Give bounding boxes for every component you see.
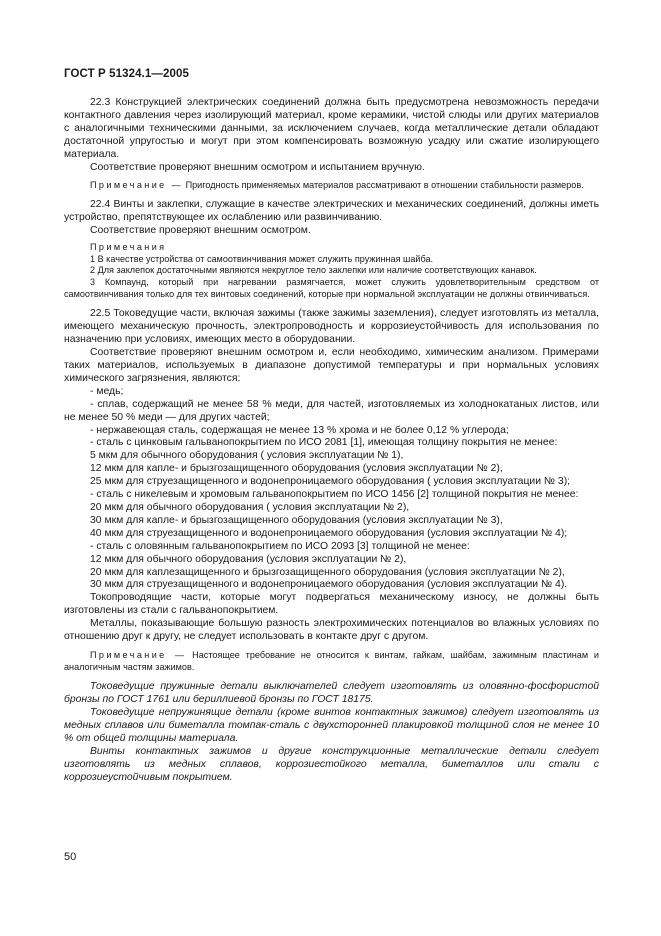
list-item: - сплав, содержащий не менее 58 % меди, для частей, изготовляемых из холоднокатаных листов, или не менее 50 % меди — для других частей; bbox=[64, 398, 599, 423]
list-subitem: 25 мкм для струезащищенного и водонепроницаемого оборудования ( условия эксплуатации № 3); bbox=[90, 476, 571, 488]
paragraph-22-4: 22.4 Винты и заклепки, служащие в качестве электрических и механических соединений, должны иметь устройство, препятствующее их ослаблению или развинчиванию. bbox=[64, 199, 599, 224]
list-item: - медь; bbox=[90, 385, 124, 397]
italic-paragraph-3: Винты контактных зажимов и другие конструкционные металлические детали следует изготовлять из медных сплавов, коррозиестойкого металла, биметаллов или стали с коррозиеустойчивым покрытием. bbox=[64, 745, 599, 783]
note-label: Примечание — bbox=[90, 649, 187, 660]
notes-label: Примечания bbox=[90, 241, 167, 252]
italic-paragraph-2: Токоведущие непружинящие детали (кроме винтов контактных зажимов) следует изготовлять из медных сплавов или биметалла томпак-сталь с двухсторонней плакировкой толщиной слоя не менее 10 % от общей толщины материала. bbox=[64, 707, 599, 744]
list-subitem: 5 мкм для обычного оборудования ( условия эксплуатации № 1), bbox=[90, 450, 404, 462]
note-item-2: 2 Для заклепок достаточными являются некруглое тело заклепки или наличие соответствующих канавок. bbox=[90, 265, 537, 276]
note-22-5 bbox=[64, 650, 599, 673]
paragraph-22-4-check: Соответствие проверяют внешним осмотром. bbox=[90, 224, 311, 236]
paragraph-22-5-check: Соответствие проверяют внешним осмотром и, если необходимо, химическим анализом. Примерами таких материалов, используемых в диапазоне допустимой температуры и при нормальных условиях химического загрязнения, являются: bbox=[64, 347, 599, 384]
list-subitem: 12 мкм для обычного оборудования (условия эксплуатации № 2), bbox=[90, 553, 407, 565]
note-label: Примечание — bbox=[90, 180, 184, 191]
paragraph-wear: Токопроводящие части, которые могут подвергаться механическому износу, не должны быть изготовлены из стали с гальванопокрытием. bbox=[64, 592, 599, 617]
paragraph-22-3-check: Соответствие проверяют внешним осмотром и испытанием вручную. bbox=[90, 161, 425, 173]
note-item-3: 3 Компаунд, который при нагревании размягчается, может служить удовлетворительным средством от самоотвинчивания только для тех винтовых соединений, которые при нормальной эксплуатации не должны отвинчиваться. bbox=[64, 276, 599, 299]
list-item: - нержавеющая сталь, содержащая не менее 13 % хрома и не более 0,12 % углерода; bbox=[90, 424, 509, 436]
list-subitem: 40 мкм для струезащищенного и водонепроницаемого оборудования (условия эксплуатации № 4); bbox=[90, 527, 568, 539]
page-number: 50 bbox=[64, 851, 77, 863]
list-subitem: 20 мкм для каплезащищенного и брызгозащищенного оборудования (условия эксплуатации № 2), bbox=[90, 566, 565, 578]
italic-paragraph-1: Токоведущие пружинные детали выключателей следует изготовлять из оловянно-фосфористой бронзы по ГОСТ 1761 или бериллиевой бронзы по ГОСТ 18175. bbox=[64, 681, 599, 706]
paragraph-22-3: 22.3 Конструкцией электрических соединений должна быть предусмотрена невозможность передачи контактного давления через изолирующий материал, кроме керамики, чистой слюды или других материалов с аналогичными техническими данными, за исключением случаев, когда металлические детали обладают достаточной упругостью и могут при этом компенсировать возможную усадку или сжатие изолирующего материала. bbox=[64, 97, 599, 160]
paragraph-22-5: 22.5 Токоведущие части, включая зажимы (также зажимы заземления), следует изготовлять из металла, имеющего механическую прочность, электропроводность и коррозиеустойчивость для использования по назначению при условиях, имеющих место в оборудовании. bbox=[64, 308, 599, 346]
note-22-3 bbox=[64, 180, 599, 192]
paragraph-metals: Металлы, показывающие большую разность электрохимических потенциалов во влажных условиях по отношению друг к другу, не следует использовать в контакте друг с другом. bbox=[64, 618, 599, 643]
note-text: Пригодность применяемых материалов рассматривают в отношении стабильности размеров. bbox=[185, 180, 584, 191]
list-subitem: 20 мкм для обычного оборудования ( условия эксплуатации № 2), bbox=[90, 501, 410, 513]
list-subitem: 30 мкм для струезащищенного и водонепроницаемого оборудования (условия эксплуатации № 4). bbox=[90, 579, 568, 591]
list-item: - сталь с цинковым гальванопокрытием по ИСО 2081 [1], имеющая толщину покрытия не менее: bbox=[90, 437, 558, 449]
note-text: Настоящее требование не относится к винтам, гайкам, шайбам, зажимным пластинам и аналогичным частям зажимов. bbox=[64, 649, 599, 672]
list-subitem: 12 мкм для капле- и брызгозащищенного оборудования (условия эксплуатации № 2), bbox=[90, 463, 503, 475]
list-item: - сталь с никелевым и хромовым гальванопокрытием по ИСО 1456 [2] толщиной покрытия не менее: bbox=[90, 489, 579, 501]
document-body bbox=[64, 97, 599, 785]
list-item: - сталь с оловянным гальванопокрытием по ИСО 2093 [3] толщиной не менее: bbox=[90, 540, 470, 552]
document-header: ГОСТ Р 51324.1—2005 bbox=[64, 68, 189, 80]
list-subitem: 30 мкм для капле- и брызгозащищенного оборудования (условия эксплуатации № 3), bbox=[90, 514, 503, 526]
note-item-1: 1 В качестве устройства от самоотвинчивания может служить пружинная шайба. bbox=[90, 253, 434, 264]
